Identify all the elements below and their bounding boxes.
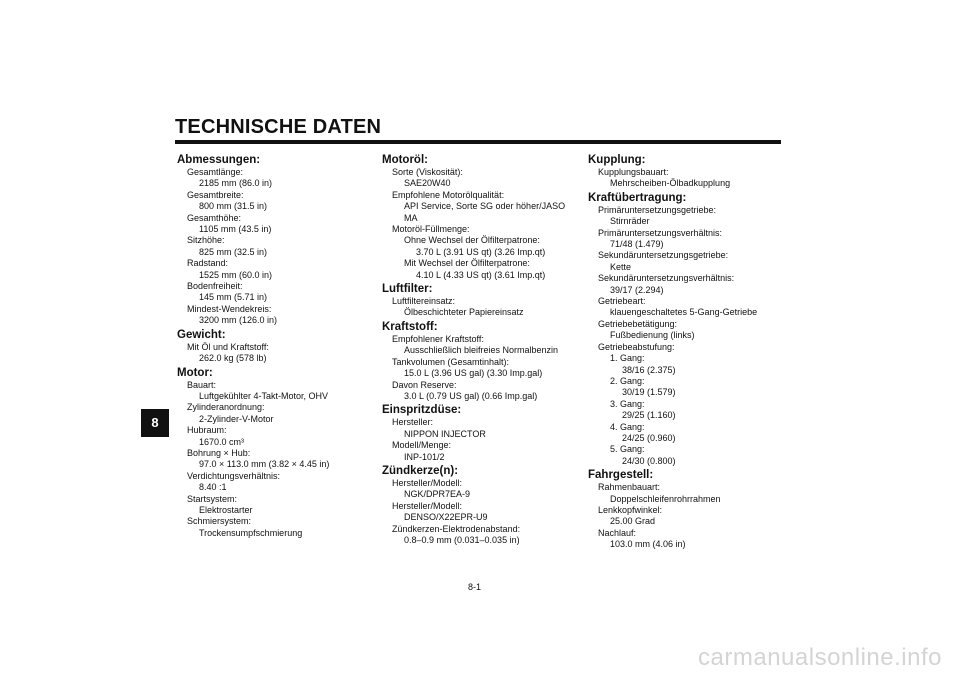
spec-label: Rahmenbauart:: [598, 482, 661, 493]
spec-label: Hubraum:: [187, 425, 227, 436]
spec-label: Zündkerzen-Elektrodenabstand:: [392, 523, 521, 534]
spec-label: Empfohlener Kraftstoff:: [392, 333, 484, 344]
spec-label: Motoröl-Füllmenge:: [392, 224, 470, 235]
section-heading: Luftfilter:: [382, 283, 433, 296]
spec-label: Schmiersystem:: [187, 516, 252, 527]
spec-label: Bodenfreiheit:: [187, 281, 243, 292]
section-heading: Kupplung:: [588, 154, 646, 166]
spec-value: Mehrscheiben-Ölbadkupplung: [610, 178, 731, 189]
spec-value: 1670.0 cm³: [199, 436, 245, 447]
spec-label: Radstand:: [187, 258, 229, 269]
chapter-tab: 8: [141, 409, 169, 437]
spec-value: DENSO/X22EPR-U9: [404, 512, 488, 523]
spec-value: klauengeschaltetes 5-Gang-Getriebe: [610, 307, 758, 318]
spec-value: NIPPON INJECTOR: [404, 428, 486, 439]
spec-label: Sekundäruntersetzungsverhältnis:: [598, 273, 735, 284]
spec-value: Mit Wechsel der Ölfilterpatrone:: [404, 258, 530, 269]
spec-label: Getriebeabstufung:: [598, 341, 675, 352]
section-heading: Gewicht:: [177, 328, 226, 341]
spec-label: Nachlauf:: [598, 527, 637, 538]
section-heading: Kraftübertragung:: [588, 191, 687, 204]
spec-column-2: [382, 152, 582, 546]
spec-value: INP-101/2: [404, 451, 445, 462]
spec-value: 1. Gang:: [610, 353, 645, 364]
section-heading: Motor:: [177, 366, 213, 379]
spec-label: Sekundäruntersetzungsgetriebe:: [598, 250, 729, 261]
spec-value: 24/25 (0.960): [622, 432, 676, 443]
spec-value: Fußbedienung (links): [610, 330, 695, 341]
spec-value: 262.0 kg (578 lb): [199, 353, 267, 364]
spec-label: Davon Reserve:: [392, 379, 457, 390]
section-heading: Fahrgestell:: [588, 469, 654, 482]
spec-label: Startsystem:: [187, 493, 238, 504]
spec-label: Tankvolumen (Gesamtinhalt):: [392, 356, 510, 367]
spec-label: Lenkkopfwinkel:: [598, 504, 663, 515]
spec-value: Elektrostarter: [199, 504, 253, 515]
spec-label: Sorte (Viskosität):: [392, 167, 463, 177]
spec-label: Mit Öl und Kraftstoff:: [187, 341, 269, 352]
spec-label: Bohrung × Hub:: [187, 447, 251, 458]
spec-label: Gesamtbreite:: [187, 189, 244, 200]
spec-value: 5. Gang:: [610, 444, 645, 455]
spec-value: 38/16 (2.375): [622, 364, 676, 375]
section-heading: Kraftstoff:: [382, 320, 438, 333]
spec-value: Stirnräder: [610, 216, 650, 227]
spec-value: 3200 mm (126.0 in): [199, 315, 278, 326]
spec-label: Hersteller/Modell:: [392, 477, 463, 488]
spec-value: 3.70 L (3.91 US qt) (3.26 Imp.qt): [416, 246, 546, 257]
spec-label: Hersteller:: [392, 417, 434, 428]
spec-label: Empfohlene Motorölqualität:: [392, 189, 505, 200]
spec-value: 15.0 L (3.96 US gal) (3.30 Imp.gal): [404, 368, 543, 379]
spec-value: Ausschließlich bleifreies Normalbenzin: [404, 345, 559, 356]
spec-value: 30/19 (1.579): [622, 387, 676, 398]
spec-value: 39/17 (2.294): [610, 284, 664, 295]
spec-column-1: [177, 152, 377, 539]
spec-label: Bauart:: [187, 379, 217, 390]
spec-label: Luftfiltereinsatz:: [392, 296, 456, 307]
spec-label: Getriebeart:: [598, 296, 646, 307]
section-heading: Abmessungen:: [177, 154, 261, 166]
spec-label: Getriebebetätigung:: [598, 318, 678, 329]
spec-label: Primäruntersetzungsgetriebe:: [598, 204, 717, 215]
spec-value: 97.0 × 113.0 mm (3.82 × 4.45 in): [199, 459, 330, 470]
spec-value: Doppelschleifenrohrrahmen: [610, 493, 721, 504]
spec-value: 24/30 (0.800): [622, 455, 676, 466]
spec-label: Primäruntersetzungsverhältnis:: [598, 227, 723, 238]
spec-label: Kupplungsbauart:: [598, 167, 669, 177]
spec-label: Sitzhöhe:: [187, 235, 225, 246]
spec-value: 1105 mm (43.5 in): [199, 224, 272, 235]
spec-value: 2. Gang:: [610, 375, 645, 386]
spec-value: 145 mm (5.71 in): [199, 292, 268, 303]
spec-value: SAE20W40: [404, 178, 451, 189]
spec-value: 3.0 L (0.79 US gal) (0.66 Imp.gal): [404, 390, 538, 401]
spec-value: Trockensumpfschmierung: [199, 527, 303, 538]
spec-value: 800 mm (31.5 in): [199, 201, 268, 212]
spec-column-3: [588, 152, 788, 551]
spec-value: Ohne Wechsel der Ölfilterpatrone:: [404, 235, 540, 246]
spec-label: Mindest-Wendekreis:: [187, 303, 272, 314]
spec-value: Kette: [610, 261, 632, 272]
title-rule: [175, 140, 781, 144]
spec-value: 0.8–0.9 mm (0.031–0.035 in): [404, 534, 520, 545]
spec-value: 2-Zylinder-V-Motor: [199, 413, 274, 424]
section-heading: Einspritzdüse:: [382, 404, 462, 417]
spec-value: API Service, Sorte SG oder höher/JASO: [404, 201, 566, 212]
watermark: carmanualsonline.info: [698, 644, 942, 671]
spec-label: Gesamtlänge:: [187, 167, 244, 177]
spec-value: 2185 mm (86.0 in): [199, 178, 273, 189]
section-heading: Zündkerze(n):: [382, 464, 459, 477]
spec-value: Ölbeschichteter Papiereinsatz: [404, 307, 524, 318]
spec-label: Zylinderanordnung:: [187, 402, 265, 413]
spec-value: 4. Gang:: [610, 421, 645, 432]
spec-value: 29/25 (1.160): [622, 410, 676, 421]
spec-value: 71/48 (1.479): [610, 239, 664, 250]
spec-label: Gesamthöhe:: [187, 212, 242, 223]
spec-label: Modell/Menge:: [392, 440, 452, 451]
spec-label: Verdichtungsverhältnis:: [187, 470, 281, 481]
spec-value: 103.0 mm (4.06 in): [610, 539, 686, 550]
spec-label: Hersteller/Modell:: [392, 500, 463, 511]
spec-value: NGK/DPR7EA-9: [404, 489, 471, 500]
spec-value: 25.00 Grad: [610, 516, 656, 527]
spec-value: 8.40 :1: [199, 482, 227, 493]
page-title: TECHNISCHE DATEN: [175, 116, 382, 138]
spec-value: MA: [404, 212, 418, 223]
spec-value: 4.10 L (4.33 US qt) (3.61 Imp.qt): [416, 269, 546, 280]
page-number: 8-1: [468, 582, 482, 592]
spec-value: 1525 mm (60.0 in): [199, 269, 273, 280]
spec-value: Luftgekühlter 4-Takt-Motor, OHV: [199, 390, 329, 401]
section-heading: Motoröl:: [382, 154, 428, 166]
spec-value: 3. Gang:: [610, 398, 645, 409]
spec-value: 825 mm (32.5 in): [199, 246, 268, 257]
